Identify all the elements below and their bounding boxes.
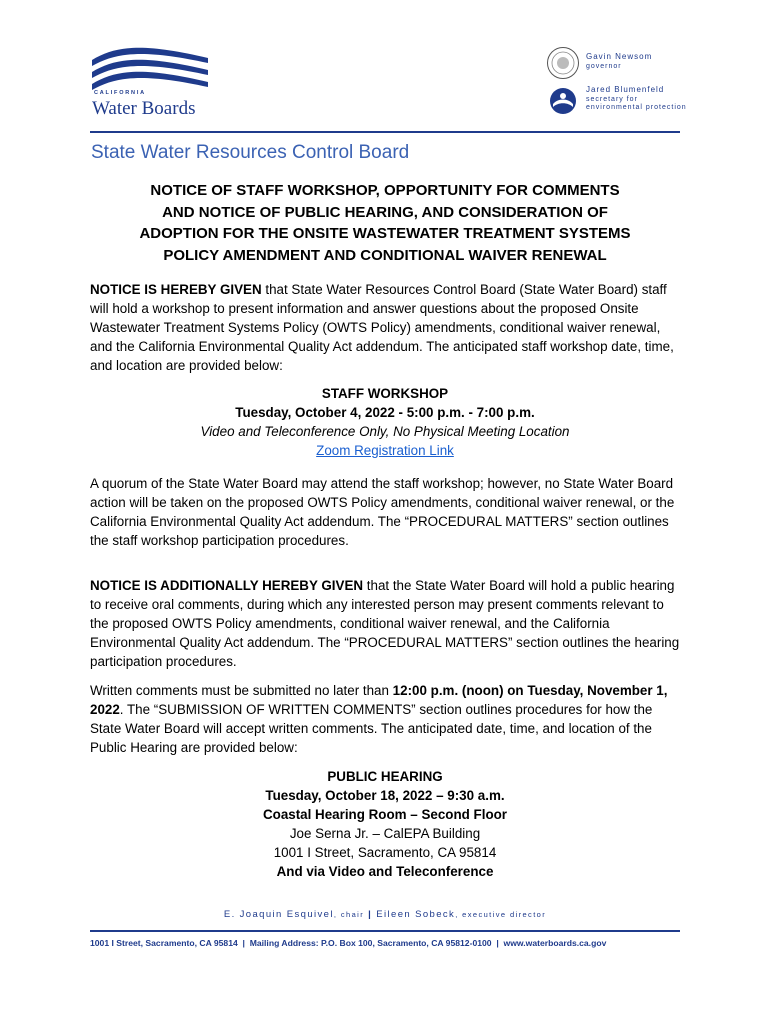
calepa-logo-icon — [548, 86, 578, 116]
secretary-name: Jared Blumenfeld — [586, 85, 665, 94]
workshop-heading: STAFF WORKSHOP — [321, 386, 449, 401]
website-link[interactable]: www.waterboards.ca.gov — [503, 938, 607, 948]
logo-name: Water Boards — [92, 98, 196, 119]
header-divider — [90, 131, 680, 133]
address-text: 1001 I Street, Sacramento, CA 95814 | Mailing Address: P.O. Box 100, Sacramento, CA 95812-0100 | — [90, 938, 504, 948]
paragraph-text: that State Water Resources Control Board (State Water Board) staff will hold a workshop to present information and answer questions about the proposed Onsite Wastewater Treatment Systems Policy (OWTS Policy) amendments, conditional waiver renewal, and the California Environmental Quality Act addendum. The anticipated staff workshop date, time, and location are provided below: — [90, 282, 674, 373]
workshop-datetime: Tuesday, October 4, 2022 - 5:00 p.m. - 7:00 p.m. — [235, 405, 535, 420]
hearing-details — [90, 767, 680, 881]
chair-name: E. Joaquin Esquivel — [223, 909, 334, 920]
chair-title: , chair — [333, 910, 365, 919]
workshop-details — [90, 384, 680, 460]
footer-divider — [90, 930, 680, 932]
footer-address — [90, 938, 682, 948]
notice-lead: NOTICE IS HEREBY GIVEN — [90, 282, 262, 297]
paragraph-text: that the State Water Board will hold a public hearing to receive oral comments, during which any interested person may present comments relevant to the proposed OWTS Policy amendments, conditional waiver renewal, and the California Environmental Quality Act addendum. The “PROCEDURAL MATTERS” section outlines the hearing participation procedures. — [90, 578, 680, 669]
notice-paragraph-3 — [90, 576, 682, 671]
zoom-registration-link[interactable]: Zoom Registration Link — [316, 443, 454, 458]
secretary-title-line1: secretary for — [586, 96, 638, 103]
notice-title-line: AND NOTICE OF PUBLIC HEARING, AND CONSIDERATION OF — [162, 203, 608, 221]
footer-officers — [90, 909, 680, 920]
paragraph-text: . The “SUBMISSION OF WRITTEN COMMENTS” section outlines procedures for how the State Water Board will accept written comments. The anticipated date, time, and location of the Public Hearing are provided below: — [90, 702, 653, 755]
director-title: , executive director — [455, 910, 547, 919]
hearing-remote: And via Video and Teleconference — [276, 864, 494, 879]
officials-block — [546, 46, 686, 124]
hearing-address: 1001 I Street, Sacramento, CA 95814 — [273, 845, 497, 860]
notice-paragraph-4 — [90, 681, 682, 757]
notice-title — [90, 180, 680, 266]
waves-icon — [88, 46, 212, 90]
hearing-datetime: Tuesday, October 18, 2022 – 9:30 a.m. — [265, 788, 505, 803]
hearing-building: Joe Serna Jr. – CalEPA Building — [289, 826, 481, 841]
director-name: Eileen Sobeck — [376, 909, 456, 920]
water-boards-logo — [88, 40, 218, 120]
comment-deadline: 12:00 p.m. (noon) on Tuesday, November 1, 2022 — [90, 683, 668, 717]
secretary-title-line2: environmental protection — [586, 104, 687, 111]
hearing-room: Coastal Hearing Room – Second Floor — [262, 807, 508, 822]
footer-separator: | — [368, 909, 373, 920]
paragraph-text: Written comments must be submitted no later than — [90, 683, 393, 698]
governor-title: governor — [586, 63, 622, 70]
notice-title-line: POLICY AMENDMENT AND CONDITIONAL WAIVER RENEWAL — [163, 246, 607, 264]
hearing-heading: PUBLIC HEARING — [327, 769, 443, 784]
workshop-location: Video and Teleconference Only, No Physical Meeting Location — [200, 424, 570, 439]
state-seal-icon — [546, 46, 580, 80]
notice-lead: NOTICE IS ADDITIONALLY HEREBY GIVEN — [90, 578, 364, 593]
board-title: State Water Resources Control Board — [91, 142, 410, 163]
logo-state-label: CALIFORNIA — [94, 90, 146, 96]
notice-paragraph-1 — [90, 280, 682, 375]
notice-title-line: NOTICE OF STAFF WORKSHOP, OPPORTUNITY FOR COMMENTS — [150, 182, 620, 199]
notice-paragraph-2: A quorum of the State Water Board may attend the staff workshop; however, no State Water Board action will be taken on the proposed OWTS Policy amendments, conditional waiver renewal, or the California Environmental Quality Act addendum. The “PROCEDURAL MATTERS” section outlines the staff workshop participation procedures. — [90, 476, 675, 548]
governor-name: Gavin Newsom — [586, 52, 653, 61]
notice-title-line: ADOPTION FOR THE ONSITE WASTEWATER TREATMENT SYSTEMS — [139, 225, 631, 242]
